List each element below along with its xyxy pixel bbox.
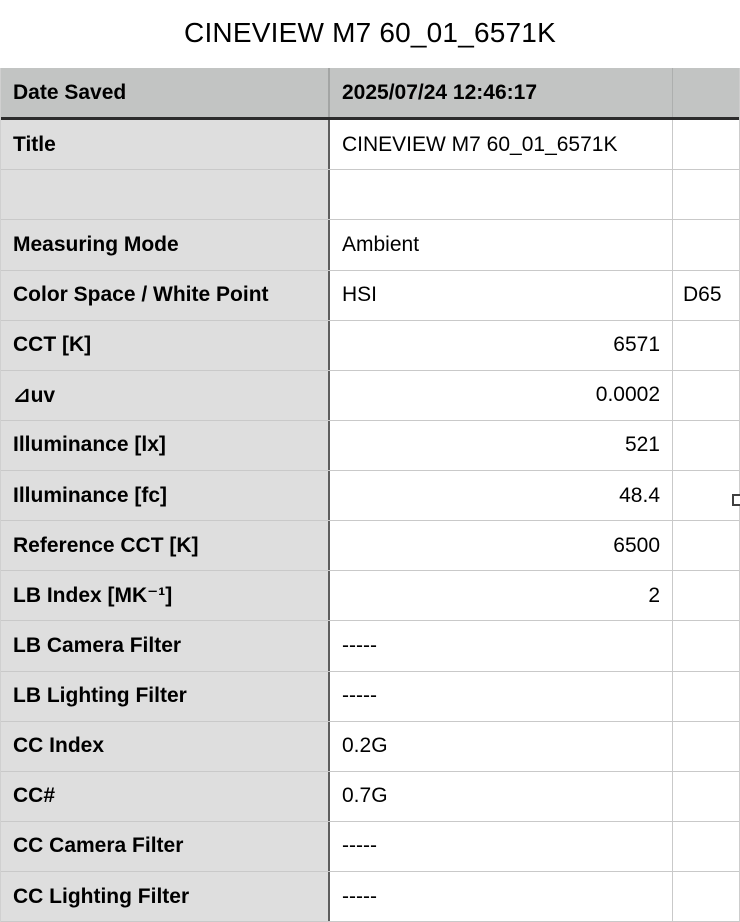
table-row bbox=[1, 371, 739, 421]
row-label: LB Camera Filter bbox=[1, 621, 330, 670]
row-extra bbox=[673, 772, 739, 821]
row-extra bbox=[673, 68, 739, 117]
table-row bbox=[1, 271, 739, 321]
row-value: 0.7G bbox=[330, 772, 673, 821]
row-extra bbox=[673, 521, 739, 570]
table-row bbox=[1, 672, 739, 722]
row-value: Ambient bbox=[330, 220, 673, 269]
row-value: 521 bbox=[330, 421, 673, 470]
row-value: ----- bbox=[330, 872, 673, 921]
row-label: Illuminance [fc] bbox=[1, 471, 330, 520]
row-label: Date Saved bbox=[1, 68, 330, 117]
table-row bbox=[1, 471, 739, 521]
row-label: CC Camera Filter bbox=[1, 822, 330, 871]
table-row bbox=[1, 722, 739, 772]
row-value: 2025/07/24 12:46:17 bbox=[330, 68, 673, 117]
row-value: 0.0002 bbox=[330, 371, 673, 420]
row-extra bbox=[673, 170, 739, 219]
table-row bbox=[1, 220, 739, 270]
row-label: Title bbox=[1, 120, 330, 169]
row-label: CC Index bbox=[1, 722, 330, 771]
row-extra bbox=[673, 822, 739, 871]
table-row bbox=[1, 822, 739, 872]
row-value bbox=[330, 170, 673, 219]
table-row bbox=[1, 872, 739, 922]
row-extra bbox=[673, 471, 739, 520]
table-row bbox=[1, 321, 739, 371]
row-label bbox=[1, 170, 330, 219]
table-row bbox=[1, 521, 739, 571]
row-value: 6500 bbox=[330, 521, 673, 570]
row-label: LB Index [MK⁻¹] bbox=[1, 571, 330, 620]
row-extra bbox=[673, 421, 739, 470]
row-label: Color Space / White Point bbox=[1, 271, 330, 320]
row-value: 6571 bbox=[330, 321, 673, 370]
row-label: ⊿uv bbox=[1, 371, 330, 420]
measurement-table bbox=[0, 68, 740, 922]
table-row-date-saved bbox=[1, 68, 739, 120]
row-extra bbox=[673, 872, 739, 921]
row-value: 48.4 bbox=[330, 471, 673, 520]
row-label: CC# bbox=[1, 772, 330, 821]
row-value: HSI bbox=[330, 271, 673, 320]
row-extra bbox=[673, 120, 739, 169]
table-row bbox=[1, 120, 739, 170]
row-value: ----- bbox=[330, 822, 673, 871]
row-value: CINEVIEW M7 60_01_6571K bbox=[330, 120, 673, 169]
table-row bbox=[1, 772, 739, 822]
row-extra bbox=[673, 371, 739, 420]
row-label: Measuring Mode bbox=[1, 220, 330, 269]
row-extra bbox=[673, 321, 739, 370]
page-title: CINEVIEW M7 60_01_6571K bbox=[184, 17, 556, 48]
row-extra bbox=[673, 621, 739, 670]
table-row bbox=[1, 421, 739, 471]
row-label: CCT [K] bbox=[1, 321, 330, 370]
row-value: 2 bbox=[330, 571, 673, 620]
row-label: LB Lighting Filter bbox=[1, 672, 330, 721]
row-extra bbox=[673, 220, 739, 269]
row-label: Illuminance [lx] bbox=[1, 421, 330, 470]
row-value: ----- bbox=[330, 672, 673, 721]
table-row bbox=[1, 170, 739, 220]
row-extra bbox=[673, 571, 739, 620]
row-label: CC Lighting Filter bbox=[1, 872, 330, 921]
table-row bbox=[1, 571, 739, 621]
resize-handle[interactable] bbox=[732, 494, 740, 506]
row-value: 0.2G bbox=[330, 722, 673, 771]
table-row bbox=[1, 621, 739, 671]
row-extra bbox=[673, 722, 739, 771]
row-extra: D65 bbox=[673, 271, 739, 320]
row-extra bbox=[673, 672, 739, 721]
row-label: Reference CCT [K] bbox=[1, 521, 330, 570]
row-value: ----- bbox=[330, 621, 673, 670]
